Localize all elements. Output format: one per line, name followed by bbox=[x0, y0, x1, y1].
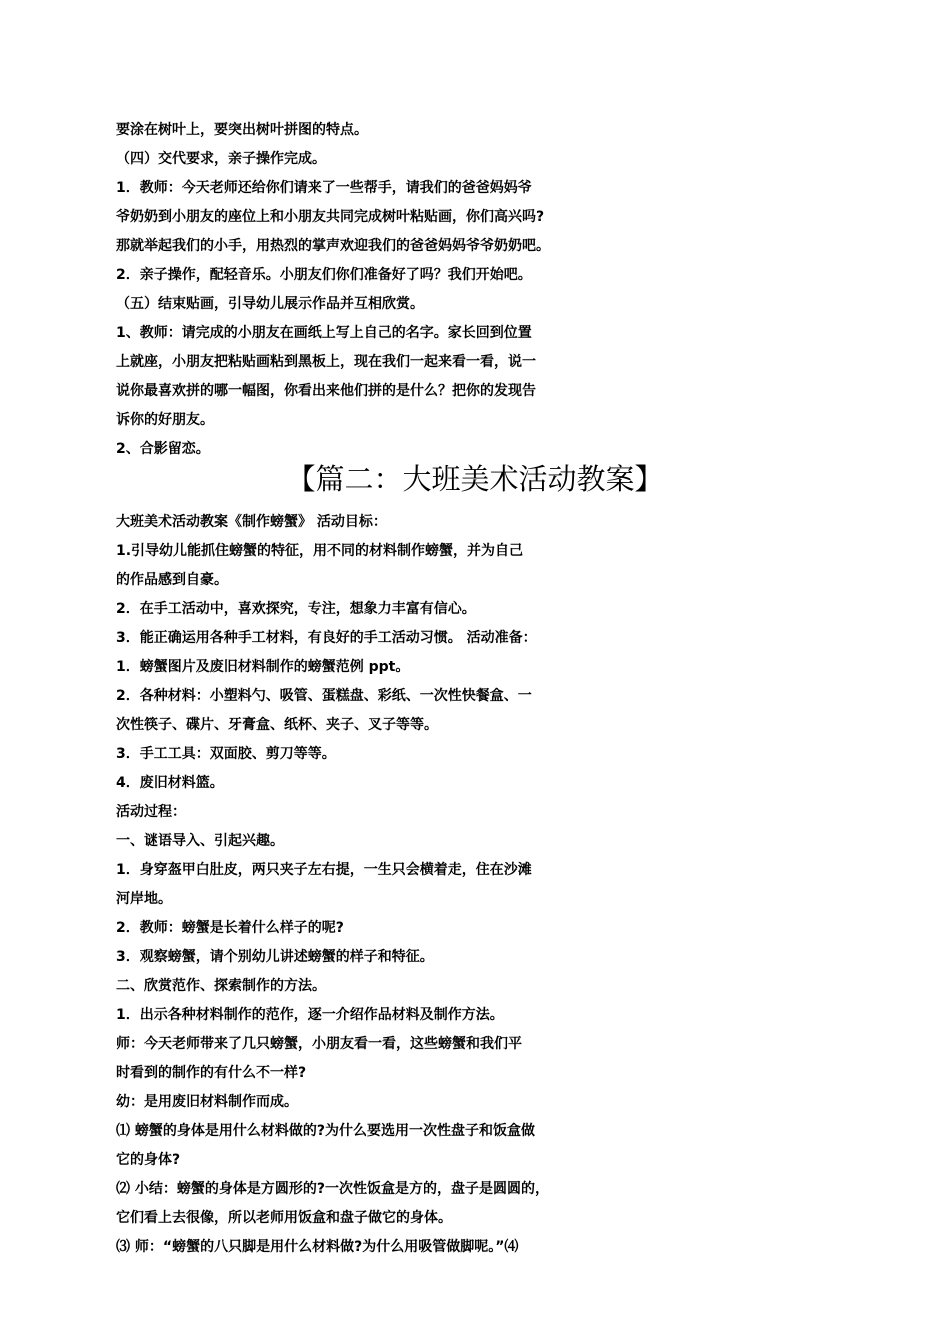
text-line: 活动过程： bbox=[116, 804, 186, 820]
text-line: 1．身穿盔甲白肚皮，两只夹子左右提，一生只会横着走，住在沙滩 bbox=[116, 862, 532, 878]
text-line: 1．螃蟹图片及废旧材料制作的螃蟹范例 ppt。 bbox=[116, 659, 410, 675]
text-line: 时看到的制作的有什么不一样? bbox=[116, 1065, 307, 1081]
text-line: 它的身体? bbox=[116, 1152, 181, 1168]
text-line: 2．在手工活动中，喜欢探究，专注，想象力丰富有信心。 bbox=[116, 601, 476, 617]
text-line: 要涂在树叶上，要突出树叶拼图的特点。 bbox=[116, 122, 368, 138]
text-line: ⑶ 师：“螃蟹的八只脚是用什么材料做?为什么用吸管做脚呢。”⑷ bbox=[116, 1239, 519, 1255]
text-line: 3．能正确运用各种手工材料，有良好的手工活动习惯。 活动准备： bbox=[116, 630, 537, 646]
text-line: 2、合影留恋。 bbox=[116, 441, 210, 457]
text-line: 大班美术活动教案《制作螃蟹》 活动目标： bbox=[116, 514, 387, 530]
text-line: 2．教师：螃蟹是长着什么样子的呢? bbox=[116, 920, 344, 936]
text-line: 诉你的好朋友。 bbox=[116, 412, 214, 428]
text-line: 4．废旧材料篮。 bbox=[116, 775, 224, 791]
text-line: 1.引导幼儿能抓住螃蟹的特征，用不同的材料制作螃蟹，并为自己 bbox=[116, 543, 524, 559]
text-line: 次性筷子、碟片、牙膏盒、纸杯、夹子、叉子等等。 bbox=[116, 717, 438, 733]
text-line: 一、谜语导入、引起兴趣。 bbox=[116, 833, 284, 849]
text-line: 2．亲子操作，配轻音乐。小朋友们你们准备好了吗？我们开始吧。 bbox=[116, 267, 532, 283]
section-title: 【篇二：大班美术活动教案】 bbox=[286, 462, 664, 496]
text-line: 3．手工工具：双面胶、剪刀等等。 bbox=[116, 746, 336, 762]
text-line: 那就举起我们的小手，用热烈的掌声欢迎我们的爸爸妈妈爷爷奶奶吧。 bbox=[116, 238, 550, 254]
text-line: ⑵ 小结：螃蟹的身体是方圆形的?一次性饭盒是方的，盘子是圆圆的， bbox=[116, 1181, 549, 1197]
text-line: 幼：是用废旧材料制作而成。 bbox=[116, 1094, 298, 1110]
text-line: （五）结束贴画，引导幼儿展示作品并互相欣赏。 bbox=[116, 296, 424, 312]
text-line: 河岸地。 bbox=[116, 891, 172, 907]
text-line: 的作品感到自豪。 bbox=[116, 572, 228, 588]
text-line: 二、欣赏范作、探索制作的方法。 bbox=[116, 978, 326, 994]
text-line: 上就座，小朋友把粘贴画粘到黑板上，现在我们一起来看一看，说一 bbox=[116, 354, 536, 370]
text-line: ⑴ 螃蟹的身体是用什么材料做的?为什么要选用一次性盘子和饭盒做 bbox=[116, 1123, 535, 1139]
text-line: 3．观察螃蟹，请个别幼儿讲述螃蟹的样子和特征。 bbox=[116, 949, 434, 965]
text-line: 1、教师：请完成的小朋友在画纸上写上自己的名字。家长回到位置 bbox=[116, 325, 532, 341]
text-line: 师：今天老师带来了几只螃蟹，小朋友看一看，这些螃蟹和我们平 bbox=[116, 1036, 522, 1052]
text-line: 1．出示各种材料制作的范作，逐一介绍作品材料及制作方法。 bbox=[116, 1007, 504, 1023]
text-line: 2．各种材料：小塑料勺、吸管、蛋糕盘、彩纸、一次性快餐盒、一 bbox=[116, 688, 532, 704]
text-line: 1．教师：今天老师还给你们请来了一些帮手，请我们的爸爸妈妈爷 bbox=[116, 180, 532, 196]
text-line: 爷奶奶到小朋友的座位上和小朋友共同完成树叶粘贴画，你们高兴吗? bbox=[116, 209, 545, 225]
text-line: （四）交代要求，亲子操作完成。 bbox=[116, 151, 326, 167]
text-line: 它们看上去很像，所以老师用饭盒和盘子做它的身体。 bbox=[116, 1210, 452, 1226]
text-line: 说你最喜欢拼的哪一幅图，你看出来他们拼的是什么？把你的发现告 bbox=[116, 383, 536, 399]
